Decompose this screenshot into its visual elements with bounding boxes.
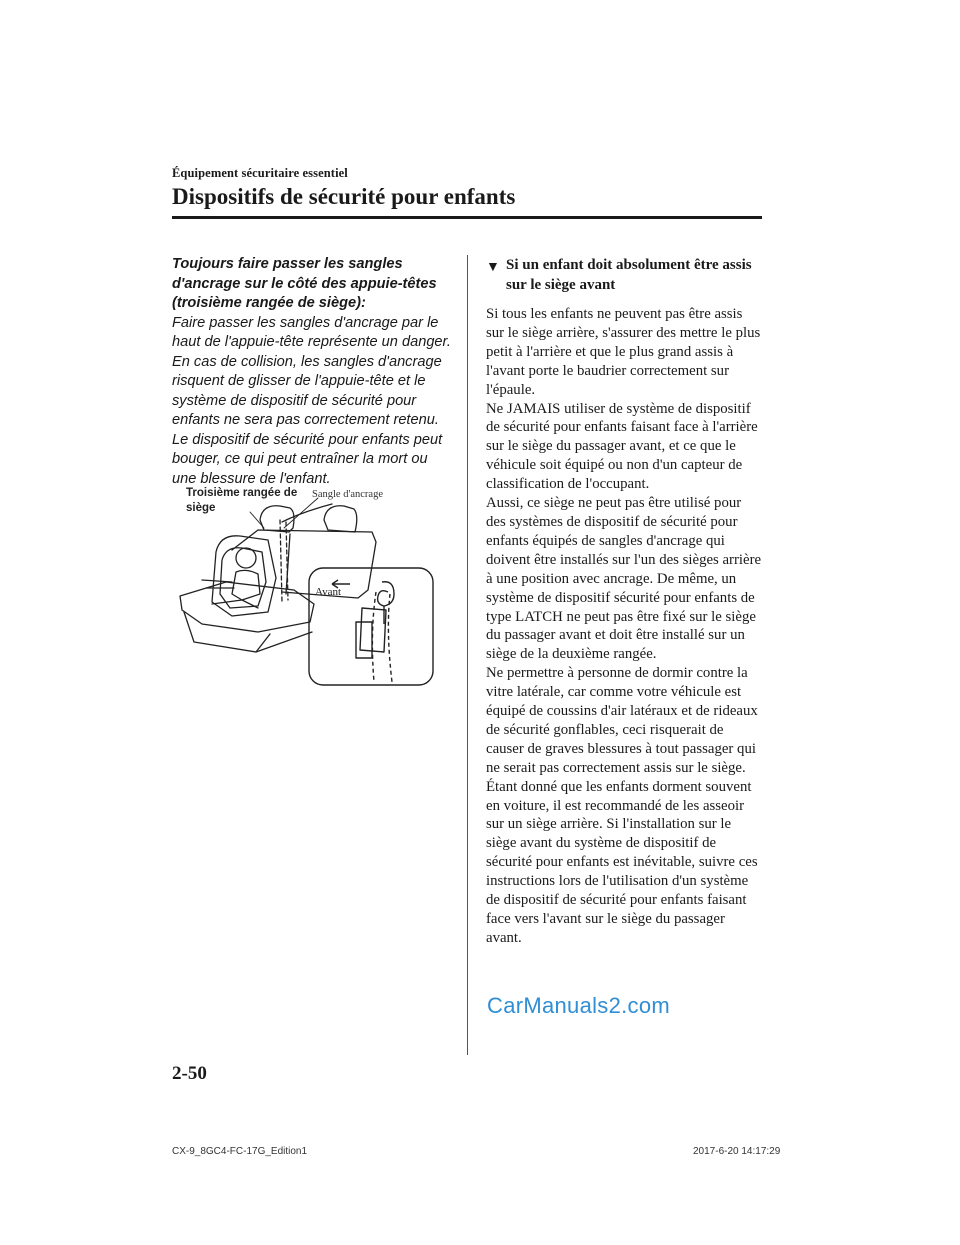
warning-title: Toujours faire passer les sangles d'ancrage sur le côté des appuie-têtes (troisième rangée de siège): bbox=[172, 256, 437, 311]
front-seat-section bbox=[486, 255, 762, 948]
watermark-link[interactable]: CarManuals2.com bbox=[487, 993, 671, 1018]
title-rule bbox=[172, 216, 762, 219]
section-label: Équipement sécuritaire essentiel bbox=[172, 166, 348, 180]
section-heading-text: Si un enfant doit absolument être assis sur le siège avant bbox=[506, 257, 752, 293]
footer-edition: CX-9_8GC4-FC-17G_Edition1 bbox=[172, 1146, 308, 1157]
page-number: 2-50 bbox=[172, 1063, 207, 1084]
column-divider bbox=[467, 255, 468, 1055]
child-seat-figure bbox=[172, 482, 442, 694]
figure-label-strap: Sangle d'ancrage bbox=[312, 489, 383, 500]
warning-body: Faire passer les sangles d'ancrage par le haut de l'appuie-tête représente un danger. En cas de collision, les sangles d'ancrage risquent de glisser de l'appuie-tête et le système de dispositif de sécurité pour enfants ne sera pas correctement retenu. Le dispositif de sécurité pour enfants peut bouger, ce qui peut entraîner la mort ou une blessure de l'enfant. bbox=[172, 314, 451, 487]
figure-label-front: Avant bbox=[315, 586, 342, 598]
page-title: Dispositifs de sécurité pour enfants bbox=[172, 184, 516, 209]
body-text: Si tous les enfants ne peuvent pas être assis sur le siège arrière, s'assurer des mettre le plus petit à l'arrière et que le plus grand assis à l'avant porte le baudrier correctement sur l'épaule. Ne JAMAIS utiliser de système de dispositif de sécurité pour enfants faisant face à l'arrière sur le siège du passager avant, et ce que le véhicule soit équipé ou non d'un capteur de classification de l'occupant. Aussi, ce siège ne peut pas être utilisé pour des systèmes de dispositif de sécurité pour enfants équipés de sangles d'ancrage qui doivent être installés sur l'un des sièges arrière à une position avec ancrage. De même, un système de dispositif sécurité pour enfants de type LATCH ne peut pas être fixé sur le siège du passager avant et doit être installé sur un siège de la deuxième rangée. Ne permettre à personne de dormir contre la vitre latérale, car comme votre véhicule est équipé de coussins d'air latéraux et de rideaux de sécurité gonflables, ceci risquerait de causer de graves blessures à tout passager qui ne serait pas correctement assis sur le siège. Étant donné que les enfants dorment souvent en voiture, il est recommandé de les asseoir sur un siège arrière. Si l'installation sur le siège avant du système de dispositif de sécurité pour enfants est inévitable, suivre ces instructions lors de l'utilisation d'un système de dispositif de sécurité pour enfants faisant face vers l'avant sur le siège du passager avant. bbox=[486, 306, 762, 946]
warning-block bbox=[172, 255, 454, 489]
figure-label-third-row: Troisième rangée de siège bbox=[186, 487, 298, 514]
footer-timestamp: 2017-6-20 14:17:29 bbox=[693, 1146, 781, 1157]
triangle-down-icon: ▼ bbox=[486, 260, 500, 275]
section-heading bbox=[486, 255, 762, 295]
